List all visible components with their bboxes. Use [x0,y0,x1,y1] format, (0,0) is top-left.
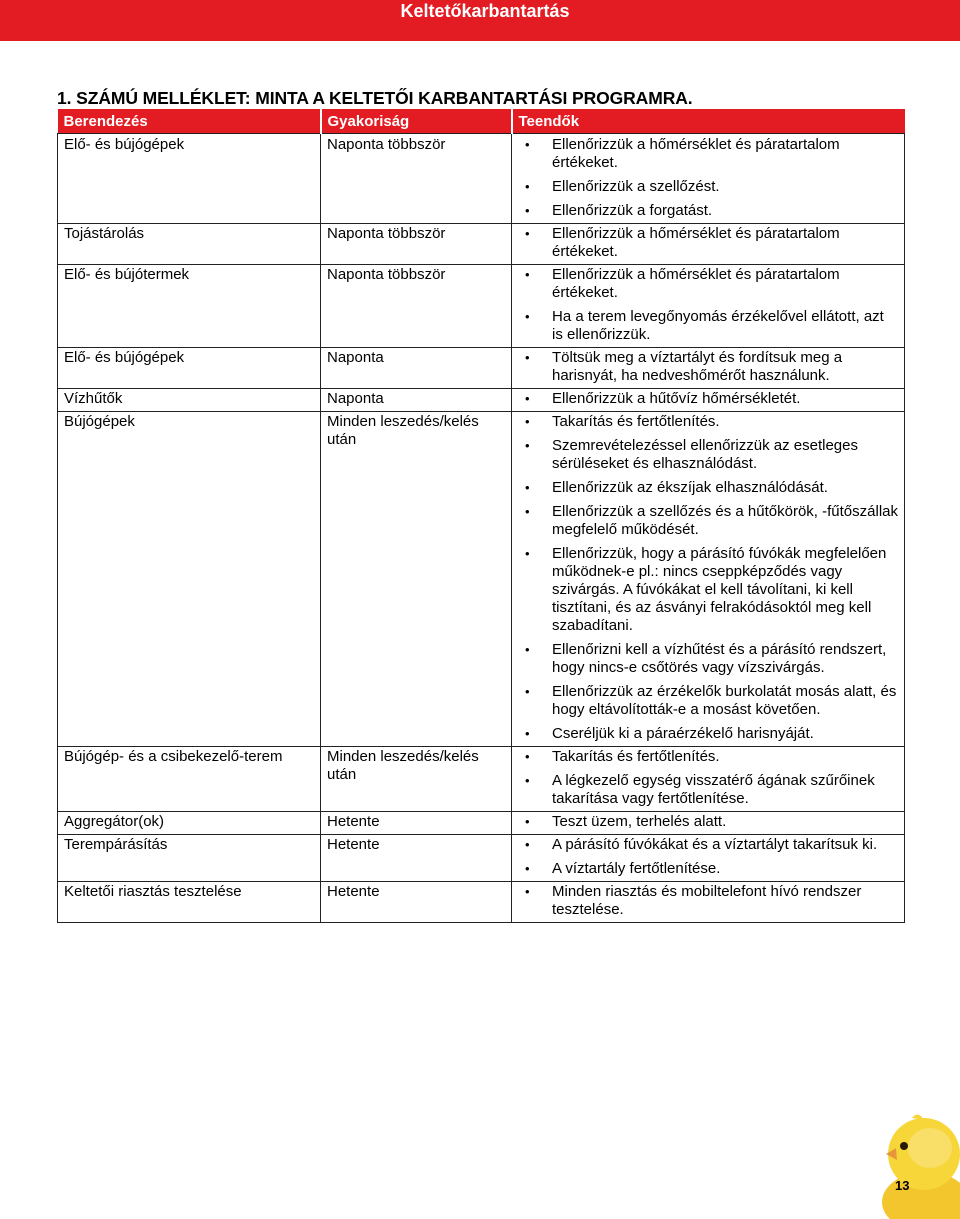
task-text: Ellenőrizzük a hőmérséklet és páratartalom értékeket. [552,266,840,301]
frequency-cell: Naponta [321,389,512,412]
chick-image [868,1110,960,1219]
task-item [518,641,898,677]
header-bar [0,0,960,41]
page-number: 13 [895,1178,910,1193]
table-header-row [58,109,905,134]
table-row [58,348,905,389]
frequency-cell: Hetente [321,835,512,882]
task-text: Ellenőrizzük az érzékelők burkolatát mosás alatt, és hogy eltávolították-e a mosást követően. [552,683,897,718]
equipment-cell: Elő- és bújógépek [58,134,321,224]
table-row [58,747,905,812]
tasks-cell [512,224,905,265]
bullet-icon: • [525,642,530,657]
document-title: 1. SZÁMÚ MELLÉKLET: MINTA A KELTETŐI KARBANTARTÁSI PROGRAMRA. [57,88,693,108]
task-item [518,308,898,344]
bullet-icon: • [525,391,530,406]
frequency-cell: Hetente [321,882,512,923]
task-list [518,225,898,261]
frequency-cell: Minden leszedés/kelés után [321,412,512,747]
table-row [58,835,905,882]
task-text: Ellenőrizzük a szellőzés és a hűtőkörök, -fűtőszállak megfelelő működését. [552,503,898,538]
equipment-cell: Keltetői riasztás tesztelése [58,882,321,923]
task-text: Ellenőrizzük a hőmérséklet és páratartalom értékeket. [552,225,840,260]
frequency-cell: Minden leszedés/kelés után [321,747,512,812]
bullet-icon: • [525,179,530,194]
task-item [518,883,898,919]
tasks-cell [512,134,905,224]
task-text: Ellenőrizzük a forgatást. [552,202,713,219]
frequency-cell: Naponta többször [321,224,512,265]
task-list [518,349,898,385]
bullet-icon: • [525,350,530,365]
task-item [518,202,898,220]
bullet-icon: • [525,226,530,241]
task-text: Cseréljük ki a páraérzékelő harisnyáját. [552,725,814,742]
task-item [518,413,898,431]
task-text: A párásító fúvókákat és a víztartályt takarítsuk ki. [552,836,878,853]
bullet-icon: • [525,137,530,152]
bullet-icon: • [525,814,530,829]
task-list [518,413,898,743]
task-item [518,349,898,385]
task-text: Ellenőrizzük, hogy a párásító fúvókák megfelelően működnek-e pl.: nincs cseppképződés vagy szivárgás. A fúvókákat el kell távolítani, ki kell tisztítani, és az ásványi felrakódásoktól meg kell szabadítani. [552,545,887,634]
task-text: Takarítás és fertőtlenítés. [552,748,720,765]
task-text: Minden riasztás és mobiltelefont hívó rendszer tesztelése. [552,883,862,918]
task-item [518,136,898,172]
task-item [518,836,898,854]
maintenance-table [57,109,905,923]
frequency-cell: Naponta többször [321,265,512,348]
tasks-cell [512,882,905,923]
table-body [58,134,905,923]
bullet-icon: • [525,684,530,699]
task-text: A víztartály fertőtlenítése. [552,860,721,877]
task-item [518,266,898,302]
table-row [58,412,905,747]
task-list [518,266,898,344]
equipment-cell: Aggregátor(ok) [58,812,321,835]
tasks-cell [512,812,905,835]
task-item [518,479,898,497]
task-list [518,836,898,878]
bullet-icon: • [525,267,530,282]
bullet-icon: • [525,438,530,453]
task-item [518,545,898,635]
column-header-frequency: Gyakoriság [321,109,512,134]
task-list [518,136,898,220]
bullet-icon: • [525,726,530,741]
frequency-cell: Hetente [321,812,512,835]
bullet-icon: • [525,414,530,429]
task-text: Töltsük meg a víztartályt és fordítsuk meg a harisnyát, ha nedveshőmérőt használunk. [552,349,843,384]
task-list [518,748,898,808]
task-item [518,813,898,831]
task-list [518,390,898,408]
task-list [518,883,898,919]
column-header-equipment: Berendezés [58,109,321,134]
bullet-icon: • [525,309,530,324]
equipment-cell: Vízhűtők [58,389,321,412]
equipment-cell: Elő- és bújótermek [58,265,321,348]
header-title: Keltetőkarbantartás [400,1,570,21]
task-text: Ha a terem levegőnyomás érzékelővel ellátott, azt is ellenőrizzük. [552,308,884,343]
task-text: A légkezelő egység visszatérő ágának szűrőinek takarítása vagy fertőtlenítése. [552,772,875,807]
task-item [518,683,898,719]
frequency-cell: Naponta többször [321,134,512,224]
bullet-icon: • [525,837,530,852]
bullet-icon: • [525,749,530,764]
table-row [58,389,905,412]
tasks-cell [512,412,905,747]
bullet-icon: • [525,504,530,519]
table-row [58,265,905,348]
task-item [518,725,898,743]
task-item [518,748,898,766]
table-row [58,224,905,265]
task-item [518,503,898,539]
tasks-cell [512,835,905,882]
task-text: Ellenőrizzük a hűtővíz hőmérsékletét. [552,390,801,407]
task-item [518,437,898,473]
equipment-cell: Bújógépek [58,412,321,747]
table-row [58,812,905,835]
task-item [518,772,898,808]
task-list [518,813,898,831]
equipment-cell: Elő- és bújógépek [58,348,321,389]
task-text: Ellenőrizzük az ékszíjak elhasználódását. [552,479,828,496]
bullet-icon: • [525,861,530,876]
task-text: Ellenőrizni kell a vízhűtést és a párásító rendszert, hogy nincs-e csőtörés vagy vízszivárgás. [552,641,887,676]
frequency-cell: Naponta [321,348,512,389]
table-row [58,134,905,224]
equipment-cell: Terempárásítás [58,835,321,882]
task-item [518,225,898,261]
bullet-icon: • [525,203,530,218]
task-text: Szemrevételezéssel ellenőrizzük az esetleges sérüléseket és elhasználódást. [552,437,858,472]
task-text: Teszt üzem, terhelés alatt. [552,813,727,830]
task-text: Ellenőrizzük a szellőzést. [552,178,720,195]
bullet-icon: • [525,884,530,899]
tasks-cell [512,265,905,348]
task-item [518,390,898,408]
table-row [58,882,905,923]
bullet-icon: • [525,546,530,561]
equipment-cell: Tojástárolás [58,224,321,265]
tasks-cell [512,348,905,389]
tasks-cell [512,389,905,412]
task-text: Takarítás és fertőtlenítés. [552,413,720,430]
bullet-icon: • [525,480,530,495]
column-header-tasks: Teendők [512,109,905,134]
task-item [518,860,898,878]
equipment-cell: Bújógép- és a csibekezelő-terem [58,747,321,812]
bullet-icon: • [525,773,530,788]
task-text: Ellenőrizzük a hőmérséklet és páratartalom értékeket. [552,136,840,171]
task-item [518,178,898,196]
tasks-cell [512,747,905,812]
